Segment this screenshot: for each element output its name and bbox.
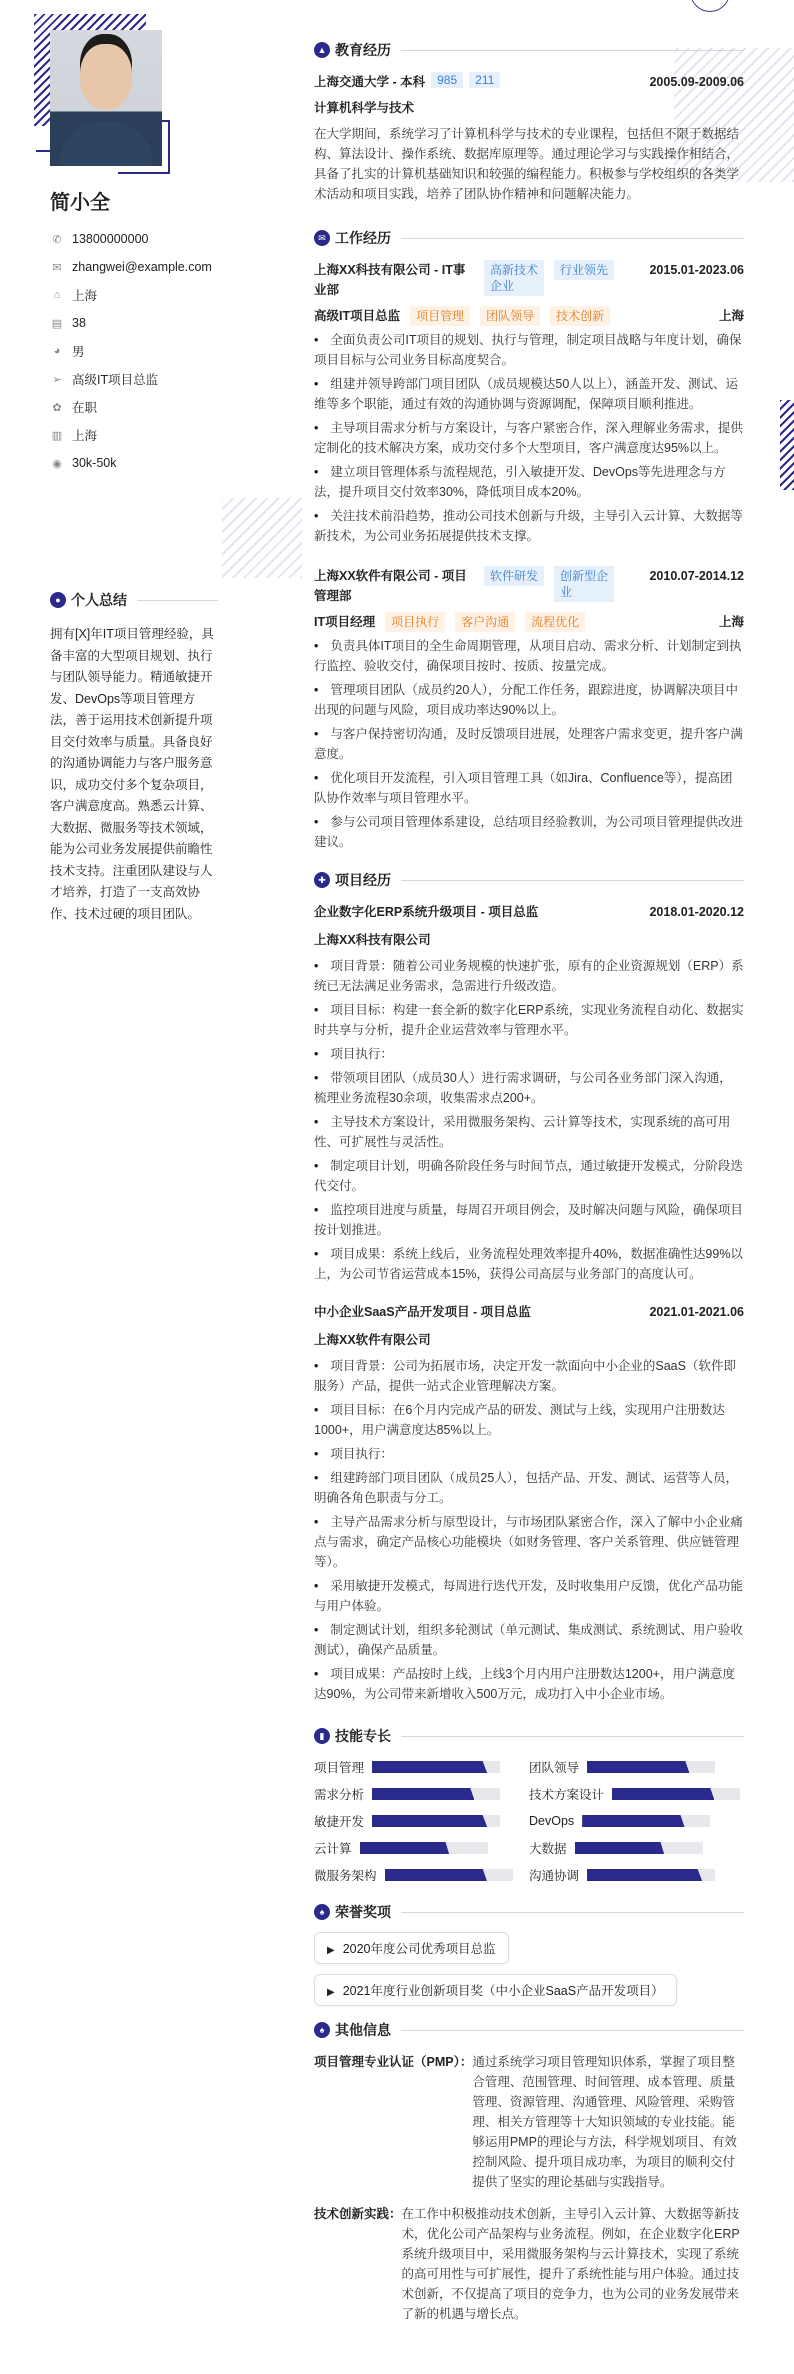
honor-row bbox=[314, 1964, 744, 2006]
section-title: 其他信息 bbox=[335, 2022, 391, 2038]
contact-position bbox=[50, 365, 212, 393]
skill-bar-fill bbox=[372, 1788, 474, 1800]
skill-item bbox=[314, 1868, 529, 1882]
skill-bar bbox=[372, 1761, 500, 1773]
stripe-decoration bbox=[780, 400, 794, 490]
briefcase-icon: ✉ bbox=[314, 230, 330, 246]
other-key: 项目管理专业认证（PMP）： bbox=[314, 2055, 473, 2069]
other-item bbox=[314, 2204, 744, 2324]
skill-item bbox=[314, 1787, 529, 1801]
bullet-item: • 主导项目需求分析与方案设计，与客户紧密合作，深入理解业务需求，提供定制化的技术解决方案，成功交付多个大型项目，客户满意度达95%以上。 bbox=[314, 418, 744, 458]
skill-bar bbox=[360, 1842, 488, 1854]
bullet-list bbox=[314, 956, 744, 1284]
contact-gender bbox=[50, 337, 212, 365]
building-icon: ▥ bbox=[51, 429, 63, 442]
bullet-item: • 项目成果：产品按时上线，上线3个月内用户注册数达1200+，用户满意度达90%，为公司带来新增收入500万元，成功打入中小企业市场。 bbox=[314, 1664, 744, 1704]
job-city: 上海 bbox=[718, 309, 744, 323]
bullet-list bbox=[314, 636, 744, 852]
job-header bbox=[314, 260, 744, 300]
skill-name: 技术方案设计 bbox=[529, 1788, 605, 1802]
job-city: 上海 bbox=[718, 615, 744, 629]
bullet-item: • 项目目标：在6个月内完成产品的研发、测试与上线，实现用户注册数达1000+，用户满意度达85%以上。 bbox=[314, 1400, 744, 1440]
company-block bbox=[314, 566, 614, 606]
graduation-cap-icon: ▲ bbox=[314, 42, 330, 58]
profile-photo-frame bbox=[50, 30, 162, 166]
tag: 985 bbox=[431, 72, 463, 88]
bullet-item: • 管理项目团队（成员约20人），分配工作任务，跟踪进度，协调解决项目中出现的问题与风险，项目成功率达90%以上。 bbox=[314, 680, 744, 720]
skill-tag: 团队领导 bbox=[480, 306, 540, 326]
send-icon: ➢ bbox=[52, 373, 62, 386]
triangle-right-icon: ▶ bbox=[327, 1945, 335, 1956]
company-name: 上海XX科技有限公司 - IT事业部 bbox=[314, 263, 466, 297]
bullet-item: • 建立项目管理体系与流程规范，引入敏捷开发、DevOps等先进理念与方法，提升项目交付效率30%，降低项目成本20%。 bbox=[314, 462, 744, 502]
bullet-item: • 参与公司项目管理体系建设，总结项目经验教训，为公司项目管理提供改进建议。 bbox=[314, 812, 744, 852]
info-icon: ♠ bbox=[314, 2022, 330, 2038]
skill-item bbox=[314, 1841, 529, 1855]
section-header bbox=[314, 40, 744, 60]
company-name: 上海XX软件有限公司 - 项目管理部 bbox=[314, 569, 467, 603]
skill-item bbox=[529, 1787, 744, 1801]
contact-text: 上海 bbox=[72, 429, 98, 443]
bullet-list bbox=[314, 330, 744, 546]
skill-item bbox=[529, 1760, 744, 1774]
company-tag: 软件研发 bbox=[484, 566, 544, 586]
contact-phone bbox=[50, 225, 212, 253]
contact-location bbox=[50, 281, 212, 309]
circle-decoration bbox=[690, 0, 730, 12]
bullet-item: • 优化项目开发流程，引入项目管理工具（如Jira、Confluence等），提高团队协作效率与项目管理水平。 bbox=[314, 768, 744, 808]
section-header bbox=[314, 228, 744, 248]
profile-photo bbox=[50, 30, 162, 166]
skill-bar-fill bbox=[360, 1842, 450, 1854]
project-entry bbox=[314, 902, 744, 1284]
contact-text: 38 bbox=[72, 316, 86, 330]
role-block bbox=[314, 612, 585, 632]
skill-tag: 流程优化 bbox=[525, 612, 585, 632]
phone-icon: ✆ bbox=[52, 233, 62, 246]
skill-name: 云计算 bbox=[314, 1842, 352, 1856]
summary-text: 拥有[X]年IT项目管理经验，具备丰富的大型项目规划、执行与团队领导能力。精通敏捷开发、DevOps等项目管理方法，善于运用技术创新提升项目交付效率与质量。具备良好的沟通协调能力与客户服务意识，成功交付多个复杂项目，客户满意度高。熟悉云计算、大数据、微服务等技术领域，能为公司业务发展提供前瞻性技术支持。注重团队建设与人才培养，打造了一支高效协作、技术过硬的项目团队。 bbox=[50, 627, 214, 921]
date: 2005.09-2009.06 bbox=[649, 75, 744, 89]
bullet-item: • 组建跨部门项目团队（成员25人），包括产品、开发、测试、运营等人员，明确各角色职责与分工。 bbox=[314, 1468, 744, 1508]
bullet-item: • 监控项目进度与质量，每周召开项目例会，及时解决问题与风险，确保项目按计划推进。 bbox=[314, 1200, 744, 1240]
job-role: IT项目经理 bbox=[314, 615, 376, 629]
school-name: 上海交通大学 - 本科 bbox=[314, 75, 426, 89]
role-row bbox=[314, 306, 744, 326]
section-header bbox=[314, 1902, 744, 1922]
gender-icon: ◕ bbox=[53, 345, 61, 357]
stripe-decoration bbox=[222, 498, 302, 578]
contact-salary bbox=[50, 449, 212, 477]
skill-bar-fill bbox=[385, 1869, 487, 1881]
project-header bbox=[314, 1302, 744, 1322]
contact-status bbox=[50, 393, 212, 421]
bullet-item: • 主导产品需求分析与原型设计，与市场团队紧密合作，深入了解中小企业痛点与需求，确定产品核心功能模块（如财务管理、客户关系管理、供应链管理等）。 bbox=[314, 1512, 744, 1572]
skill-name: 微服务架构 bbox=[314, 1869, 377, 1883]
section-title: 项目经历 bbox=[335, 872, 391, 888]
skill-item bbox=[529, 1868, 744, 1882]
section-header bbox=[314, 870, 744, 890]
skill-tag: 项目执行 bbox=[385, 612, 445, 632]
summary-section bbox=[50, 590, 218, 925]
grid-icon: ✚ bbox=[314, 872, 330, 888]
other-value: 在工作中积极推动技术创新，主导引入云计算、大数据等新技术，优化公司产品架构与业务流程。例如，在企业数字化ERP系统升级项目中，采用微服务架构与云计算技术，实现了系统的高可用性与可扩展性，提升了系统性能与用户体验。通过技术创新，不仅提高了项目的竞争力，也为公司的业务发展带来了新的机遇与增长点。 bbox=[401, 2207, 740, 2321]
main-content bbox=[314, 40, 744, 2338]
job-role: 高级IT项目总监 bbox=[314, 309, 401, 323]
section-title: 技能专长 bbox=[335, 1728, 391, 1744]
skill-name: 沟通协调 bbox=[529, 1869, 580, 1883]
role-row bbox=[314, 612, 744, 632]
skill-bar-fill bbox=[587, 1761, 689, 1773]
other-item bbox=[314, 2052, 744, 2192]
skill-name: DevOps bbox=[529, 1814, 575, 1828]
triangle-right-icon: ▶ bbox=[327, 1987, 335, 1998]
skill-bar bbox=[587, 1869, 715, 1881]
contact-text: 30k-50k bbox=[72, 456, 117, 470]
skill-item bbox=[314, 1814, 529, 1828]
job-entry bbox=[314, 566, 744, 852]
contact-text: 在职 bbox=[72, 401, 98, 415]
skill-bar bbox=[575, 1842, 703, 1854]
contact-text: zhangwei@example.com bbox=[72, 260, 212, 274]
project-header bbox=[314, 902, 744, 922]
skill-bar bbox=[385, 1869, 513, 1881]
section-title: 教育经历 bbox=[335, 42, 391, 58]
skill-item bbox=[314, 1760, 529, 1774]
project-entry bbox=[314, 1302, 744, 1704]
skill-name: 敏捷开发 bbox=[314, 1815, 365, 1829]
skill-bar bbox=[372, 1815, 500, 1827]
section-header bbox=[50, 590, 218, 610]
contact-text: 13800000000 bbox=[72, 232, 149, 246]
skill-name: 需求分析 bbox=[314, 1788, 365, 1802]
contact-age bbox=[50, 309, 212, 337]
job-entry bbox=[314, 260, 744, 546]
contact-email bbox=[50, 253, 212, 281]
skill-item bbox=[529, 1841, 744, 1855]
job-header bbox=[314, 566, 744, 606]
skill-bar bbox=[587, 1761, 715, 1773]
date: 2015.01-2023.06 bbox=[649, 263, 744, 277]
candidate-name: 简小全 bbox=[50, 192, 110, 214]
bullet-item: • 采用敏捷开发模式，每周进行迭代开发，及时收集用户反馈，优化产品功能与用户体验。 bbox=[314, 1576, 744, 1616]
other-section bbox=[314, 2020, 744, 2324]
salary-icon: ◉ bbox=[52, 457, 62, 470]
section-title: 荣誉奖项 bbox=[335, 1904, 391, 1920]
bullet-item: • 项目背景：公司为拓展市场，决定开发一款面向中小企业的SaaS（软件即服务）产品，提供一站式企业管理解决方案。 bbox=[314, 1356, 744, 1396]
section-header bbox=[314, 1726, 744, 1746]
bullet-item: • 全面负责公司IT项目的规划、执行与管理，制定项目战略与年度计划，确保项目目标与公司业务目标高度契合。 bbox=[314, 330, 744, 370]
skill-name: 项目管理 bbox=[314, 1761, 365, 1775]
bullet-item: • 项目执行： bbox=[314, 1044, 744, 1064]
skill-bar-fill bbox=[575, 1842, 665, 1854]
date: 2018.01-2020.12 bbox=[649, 905, 744, 919]
skill-bar bbox=[582, 1815, 710, 1827]
honor-text: 2020年度公司优秀项目总监 bbox=[342, 1942, 496, 1956]
chart-icon: ▮ bbox=[314, 1728, 330, 1744]
education-section bbox=[314, 40, 744, 204]
skill-bar bbox=[612, 1788, 740, 1800]
section-title: 工作经历 bbox=[335, 230, 391, 246]
skill-tag: 技术创新 bbox=[550, 306, 610, 326]
skill-name: 团队领导 bbox=[529, 1761, 580, 1775]
contact-text: 上海 bbox=[72, 289, 98, 303]
bullet-item: • 关注技术前沿趋势，推动公司技术创新与升级，主导引入云计算、大数据等新技术，为公司业务拓展提供技术支撑。 bbox=[314, 506, 744, 546]
skill-bar-fill bbox=[372, 1761, 487, 1773]
mail-icon: ✉ bbox=[52, 261, 62, 274]
bullet-list bbox=[314, 1356, 744, 1704]
bullet-item: • 项目目标：构建一套全新的数字化ERP系统，实现业务流程自动化、数据实时共享与分析，提升企业运营效率与管理水平。 bbox=[314, 1000, 744, 1040]
bullet-item: • 制定项目计划，明确各阶段任务与时间节点，通过敏捷开发模式，分阶段迭代交付。 bbox=[314, 1156, 744, 1196]
project-company: 上海XX软件有限公司 bbox=[314, 1333, 431, 1347]
bullet-item: • 负责具体IT项目的全生命周期管理，从项目启动、需求分析、计划制定到执行监控、验收交付，确保项目按时、按质、按量完成。 bbox=[314, 636, 744, 676]
bullet-item: • 与客户保持密切沟通，及时反馈项目进展，处理客户需求变更，提升客户满意度。 bbox=[314, 724, 744, 764]
frame-line bbox=[36, 150, 50, 152]
section-header bbox=[314, 2020, 744, 2040]
other-key: 技术创新实践： bbox=[314, 2207, 402, 2221]
contact-text: 高级IT项目总监 bbox=[72, 373, 159, 387]
company-tag: 高新技术企业 bbox=[484, 260, 544, 296]
contact-text: 男 bbox=[72, 345, 85, 359]
bullet-item: • 项目成果：系统上线后，业务流程处理效率提升40%，数据准确性达99%以上，为公司节省运营成本15%，获得公司高层与业务部门的高度认可。 bbox=[314, 1244, 744, 1284]
projects-section bbox=[314, 870, 744, 1704]
project-name: 中小企业SaaS产品开发项目 - 项目总监 bbox=[314, 1305, 531, 1319]
role-block bbox=[314, 306, 610, 326]
honors-section bbox=[314, 1902, 744, 2006]
date: 2010.07-2014.12 bbox=[649, 569, 744, 583]
honor-text: 2021年度行业创新项目奖（中小企业SaaS产品开发项目） bbox=[342, 1984, 664, 1998]
section-title: 个人总结 bbox=[71, 592, 127, 608]
honor-row bbox=[314, 1922, 744, 1964]
skill-bar bbox=[372, 1788, 500, 1800]
skill-tag: 客户沟通 bbox=[455, 612, 515, 632]
education-desc: 在大学期间，系统学习了计算机科学与技术的专业课程，包括但不限于数据结构、算法设计、操作系统、数据库原理等。通过理论学习与实践操作相结合，具备了扎实的计算机基础知识和较强的编程能力。积极参与学校组织的各类学术活动和项目实践，培养了团队协作精神和问题解决能力。 bbox=[314, 127, 740, 201]
tag: 211 bbox=[469, 72, 500, 88]
contact-city bbox=[50, 421, 212, 449]
work-section bbox=[314, 228, 744, 852]
major: 计算机科学与技术 bbox=[314, 101, 415, 115]
bullet-item: • 组建并领导跨部门项目团队（成员规模达50人以上），涵盖开发、测试、运维等多个职能，通过有效的沟通协调与资源调配，保障项目顺利推进。 bbox=[314, 374, 744, 414]
project-name: 企业数字化ERP系统升级项目 - 项目总监 bbox=[314, 905, 539, 919]
user-icon: ● bbox=[50, 592, 66, 608]
skill-bar-fill bbox=[587, 1869, 702, 1881]
company-block bbox=[314, 260, 614, 300]
status-icon: ✿ bbox=[52, 401, 62, 414]
honor-item bbox=[314, 1974, 677, 2006]
honor-item bbox=[314, 1932, 509, 1964]
skill-bar-fill bbox=[582, 1815, 684, 1827]
award-icon: ♠ bbox=[314, 1904, 330, 1920]
other-value: 通过系统学习项目管理知识体系，掌握了项目整合管理、范围管理、时间管理、成本管理、质量管理、资源管理、沟通管理、风险管理、采购管理、相关方管理等十大知识领域的专业技能。能够运用PMP的理论与方法，科学规划项目、有效控制风险、提升项目成功率，为项目的顺利交付提供了坚实的理论基础与实践指导。 bbox=[472, 2055, 737, 2189]
skill-bar-fill bbox=[372, 1815, 487, 1827]
bullet-item: • 项目执行： bbox=[314, 1444, 744, 1464]
company-tag: 行业领先 bbox=[554, 260, 614, 280]
skill-bar-fill bbox=[612, 1788, 714, 1800]
skill-name: 大数据 bbox=[529, 1842, 567, 1856]
bullet-item: • 项目背景：随着公司业务规模的快速扩张，原有的企业资源规划（ERP）系统已无法满足业务需求，急需进行升级改造。 bbox=[314, 956, 744, 996]
age-icon: ▤ bbox=[51, 317, 63, 330]
home-icon: ⌂ bbox=[53, 289, 61, 301]
bullet-item: • 制定测试计划，组织多轮测试（单元测试、集成测试、系统测试、用户验收测试），确保产品质量。 bbox=[314, 1620, 744, 1660]
skill-item bbox=[529, 1814, 744, 1828]
skill-tag: 项目管理 bbox=[410, 306, 470, 326]
date: 2021.01-2021.06 bbox=[649, 1305, 744, 1319]
bullet-item: • 主导技术方案设计，采用微服务架构、云计算等技术，实现系统的高可用性、可扩展性与灵活性。 bbox=[314, 1112, 744, 1152]
company-tag: 创新型企业 bbox=[554, 566, 614, 602]
skills-section bbox=[314, 1726, 744, 1882]
project-company: 上海XX科技有限公司 bbox=[314, 933, 431, 947]
bullet-item: • 带领项目团队（成员30人）进行需求调研，与公司各业务部门深入沟通，梳理业务流程30余项，收集需求点200+。 bbox=[314, 1068, 744, 1108]
contact-list bbox=[50, 225, 212, 477]
